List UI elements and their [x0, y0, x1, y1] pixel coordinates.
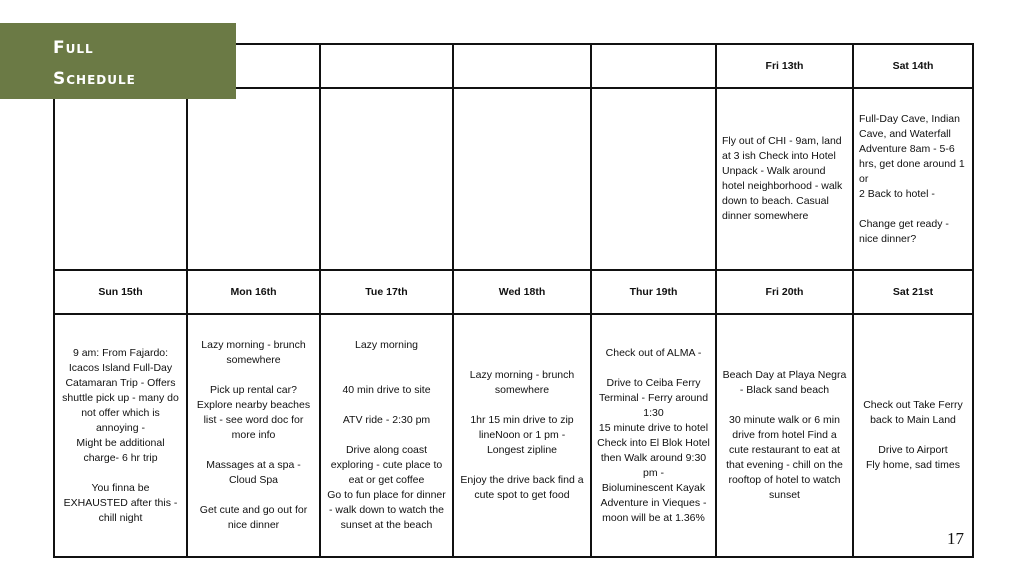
week1-header-3 — [320, 44, 453, 88]
week2-header-sun15: Sun 15th — [54, 270, 187, 314]
week2-header-thur19: Thur 19th — [591, 270, 716, 314]
week1-cell-3 — [320, 88, 453, 270]
page-title-line-1: Full — [53, 38, 94, 58]
week2-cell-thur19: Check out of ALMA - Drive to Ceiba Ferry Terminal - Ferry around 1:30 15 minute drive to hotel Check into El Blok Hotel then Walk around 9:30 pm - Bioluminescent Kayak Adventure in Vieques - moon will be at 1.36% — [591, 314, 716, 557]
week2-cell-wed18: Lazy morning - brunch somewhere 1hr 15 min drive to zip lineNoon or 1 pm - Longest zipline Enjoy the drive back find a cute spot to get food — [453, 314, 591, 557]
page-title-line-2: Schedule — [53, 69, 136, 89]
week1-cell-4 — [453, 88, 591, 270]
week1-cell-fri13: Fly out of CHI - 9am, land at 3 ish Check into Hotel Unpack - Walk around hotel neighborhood - walk down to beach. Casual dinner somewhere — [716, 88, 853, 270]
week1-cell-sat14: Full-Day Cave, Indian Cave, and Waterfall Adventure 8am - 5-6 hrs, get done around 1 or 2 Back to hotel - Change get ready - nice dinner? — [853, 88, 973, 270]
week2-cell-tue17: Lazy morning 40 min drive to site ATV ride - 2:30 pm Drive along coast exploring - cute place to eat or get coffee Go to fun place for dinner - walk down to watch the sunset at the beach — [320, 314, 453, 557]
title-box — [0, 23, 236, 99]
page-number: 17 — [947, 529, 964, 548]
week1-plan-row — [54, 88, 973, 270]
week2-cell-sun15: 9 am: From Fajardo: Icacos Island Full-Day Catamaran Trip - Offers shuttle pick up - many do not offer which is annoying - Might be additional charge- 6 hr trip You finna be EXHAUSTED after this - chill night — [54, 314, 187, 557]
week2-plan-row — [54, 314, 973, 557]
week1-header-5 — [591, 44, 716, 88]
week1-cell-2 — [187, 88, 320, 270]
week2-header-tue17: Tue 17th — [320, 270, 453, 314]
week2-cell-fri20: Beach Day at Playa Negra - Black sand beach 30 minute walk or 6 min drive from hotel Find a cute restaurant to eat at that evening - chill on the rooftop of hotel to watch sunset — [716, 314, 853, 557]
week1-header-4 — [453, 44, 591, 88]
week2-cell-mon16: Lazy morning - brunch somewhere Pick up rental car? Explore nearby beaches list - see word doc for more info Massages at a spa - Cloud Spa Get cute and go out for nice dinner — [187, 314, 320, 557]
week1-header-sat14: Sat 14th — [853, 44, 973, 88]
week1-header-fri13: Fri 13th — [716, 44, 853, 88]
week1-cell-1 — [54, 88, 187, 270]
week2-header-mon16: Mon 16th — [187, 270, 320, 314]
week2-header-sat21: Sat 21st — [853, 270, 973, 314]
week2-header-fri20: Fri 20th — [716, 270, 853, 314]
week1-cell-5 — [591, 88, 716, 270]
week2-cell-sat21: Check out Take Ferry back to Main Land Drive to Airport Fly home, sad times — [853, 314, 973, 557]
schedule-table — [53, 43, 974, 558]
week2-header-row — [54, 270, 973, 314]
week2-header-wed18: Wed 18th — [453, 270, 591, 314]
